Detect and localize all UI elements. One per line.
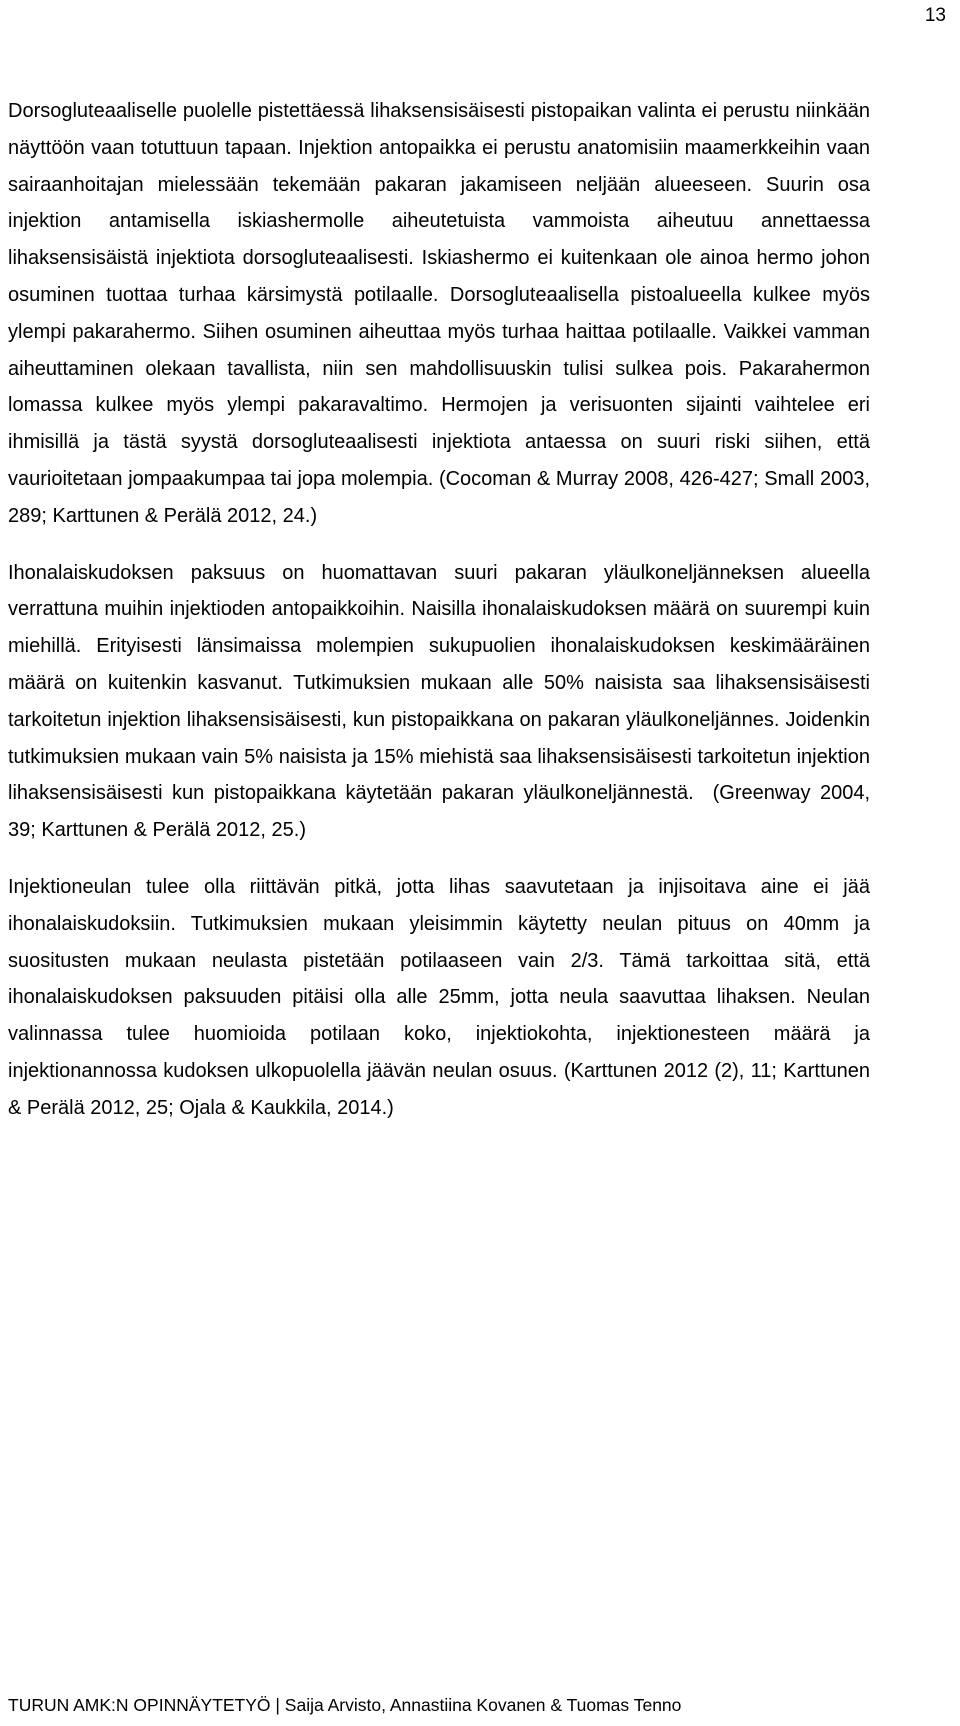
paragraph-needle-length: Injektioneulan tulee olla riittävän pitkä, jotta lihas saavutetaan ja injisoitava aine ei jää ihonalaiskudoksiin. Tutkimuksien mukaan yleisimmin käytetty neulan pituus on 40mm ja suositusten mukaan neulasta pistetään potilaaseen vain 2/3. Tämä tarkoittaa sitä, että ihonalaiskudoksen paksuuden pitäisi olla alle 25mm, jotta neula saavuttaa lihaksen. Neulan valinnassa tulee huomioida potilaan koko, injektiokohta, injektionesteen määrä ja injektionannossa kudoksen ulkopuolella jäävän neulan osuus. (Karttunen 2012 (2), 11; Karttunen & Perälä 2012, 25; Ojala & Kaukkila, 2014.) [8, 875, 870, 1119]
body-text [8, 93, 870, 1127]
page-footer: TURUN AMK:N OPINNÄYTETYÖ | Saija Arvisto, Annastiina Kovanen & Tuomas Tenno [8, 1695, 682, 1715]
page-number: 13 [924, 5, 946, 26]
paragraph-subcutaneous-tissue: Ihonalaiskudoksen paksuus on huomattavan suuri pakaran yläulkoneljänneksen alueella verrattuna muihin injektioden antopaikkoihin. Naisilla ihonalaiskudoksen määrä on suurempi kuin miehillä. Erityisesti länsimaissa molempien sukupuolien ihonalaiskudoksen keskimääräinen määrä on kuitenkin kasvanut. Tutkimuksien mukaan alle 50% naisista saa lihaksensisäisesti tarkoitetun injektion lihaksensisäisesti, kun pistopaikkana on pakaran yläulkoneljännes. Joidenkin tutkimuksien mukaan vain 5% naisista ja 15% miehistä saa lihaksensisäisesti tarkoitetun injektion lihaksensisäisesti kun pistopaikkana käytetään pakaran yläulkoneljännestä. (Greenway 2004, 39; Karttunen & Perälä 2012, 25.) [8, 561, 870, 842]
paragraph-sciatic-nerve: Dorsogluteaaliselle puolelle pistettäessä lihaksensisäisesti pistopaikan valinta ei perustu niinkään näyttöön vaan totuttuun tapaan. Injektion antopaikka ei perustu anatomisiin maamerkkeihin vaan sairaanhoitajan mielessään tekemään pakaran jakamiseen neljään alueeseen. Suurin osa injektion antamisella iskiashermolle aiheutetuista vammoista aiheutuu annettaessa lihaksensisäistä injektiota dorsogluteaalisesti. Iskiashermo ei kuitenkaan ole ainoa hermo johon osuminen tuottaa turhaa kärsimystä potilaalle. Dorsogluteaalisella pistoalueella kulkee myös ylempi pakarahermo. Siihen osuminen aiheuttaa myös turhaa haittaa potilaalle. Vaikkei vamman aiheuttaminen olekaan tavallista, niin sen mahdollisuuskin tulisi sulkea pois. Pakarahermon lomassa kulkee myös ylempi pakaravaltimo. Hermojen ja verisuonten sijainti vaihtelee eri ihmisillä ja tästä syystä dorsogluteaalisesti injektiota antaessa on suuri riski siihen, että vaurioitetaan jompaakumpaa tai jopa molempia. (Cocoman & Murray 2008, 426-427; Small 2003, 289; Karttunen & Perälä 2012, 24.) [8, 100, 870, 527]
